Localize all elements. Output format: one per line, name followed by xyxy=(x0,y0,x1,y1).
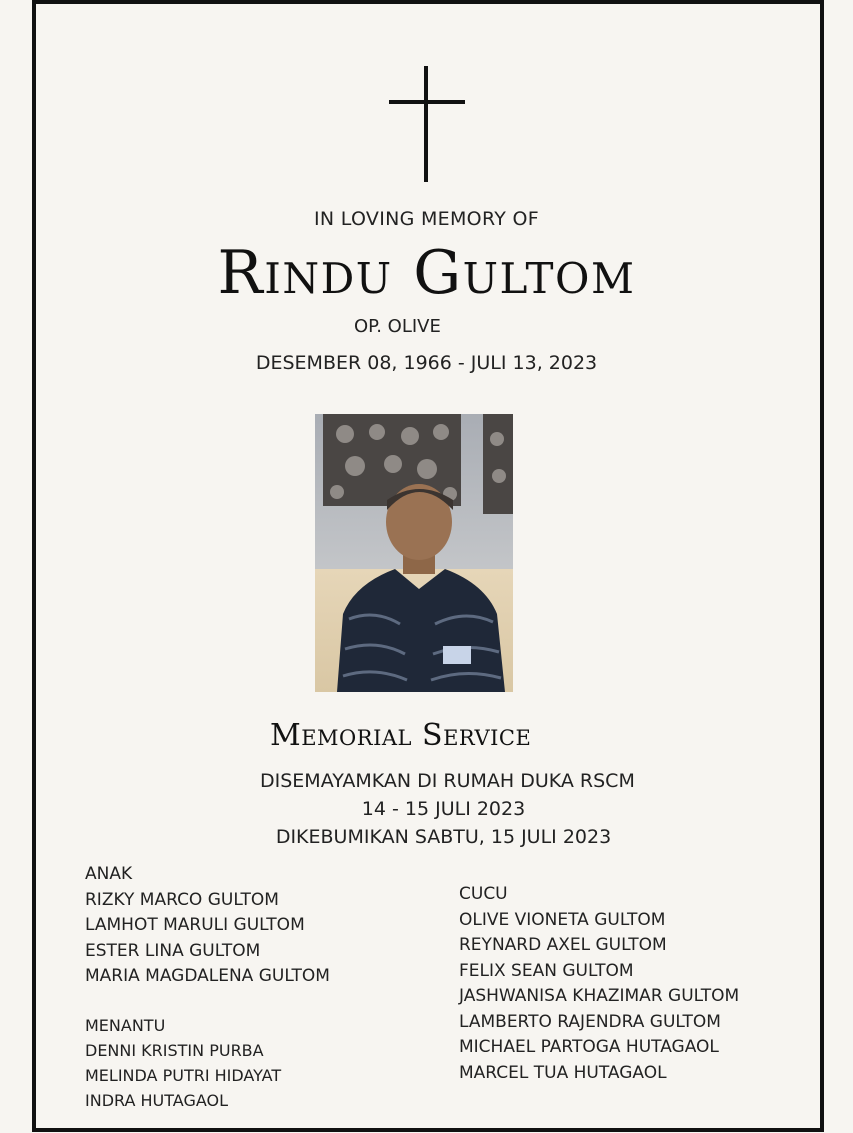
menantu-list xyxy=(85,1013,281,1113)
list-item: MICHAEL PARTOGA HUTAGAOL xyxy=(459,1037,719,1057)
anak-list xyxy=(85,862,330,990)
deceased-nickname: OP. OLIVE xyxy=(354,316,441,337)
list-item: ESTER LINA GULTOM xyxy=(85,940,261,961)
list-item: MELINDA PUTRI HIDAYAT xyxy=(85,1066,282,1085)
list-item: OLIVE VIONETA GULTOM xyxy=(459,909,666,930)
list-item: JASHWANISA KHAZIMAR GULTOM xyxy=(459,986,740,1006)
list-item: LAMBERTO RAJENDRA GULTOM xyxy=(459,1011,721,1032)
list-item: DENNI KRISTIN PURBA xyxy=(85,1041,264,1060)
list-item: MARCEL TUA HUTAGAOL xyxy=(459,1062,667,1083)
menantu-heading: MENANTU xyxy=(85,1016,166,1035)
cucu-list xyxy=(459,882,739,1086)
memory-label: IN LOVING MEMORY OF xyxy=(314,208,539,230)
list-item: LAMHOT MARULI GULTOM xyxy=(85,915,305,935)
burial-date: DIKEBUMIKAN SABTU, 15 JULI 2023 xyxy=(275,826,612,848)
anak-heading: ANAK xyxy=(85,864,133,884)
list-item: FELIX SEAN GULTOM xyxy=(459,960,634,981)
list-item: RIZKY MARCO GULTOM xyxy=(85,889,279,910)
service-location: DISEMAYAMKAN DI RUMAH DUKA RSCM xyxy=(260,770,635,792)
list-item: INDRA HUTAGAOL xyxy=(85,1091,229,1110)
cross-icon xyxy=(389,66,465,184)
list-item: MARIA MAGDALENA GULTOM xyxy=(85,966,330,986)
cucu-heading: CUCU xyxy=(459,884,508,904)
portrait-photo xyxy=(315,414,513,692)
life-dates: DESEMBER 08, 1966 - JULI 13, 2023 xyxy=(255,352,598,374)
service-dates: 14 - 15 JULI 2023 xyxy=(361,798,526,820)
list-item: REYNARD AXEL GULTOM xyxy=(459,935,667,955)
service-title: Memorial Service xyxy=(270,718,532,753)
deceased-name: Rindu Gultom xyxy=(217,238,636,308)
